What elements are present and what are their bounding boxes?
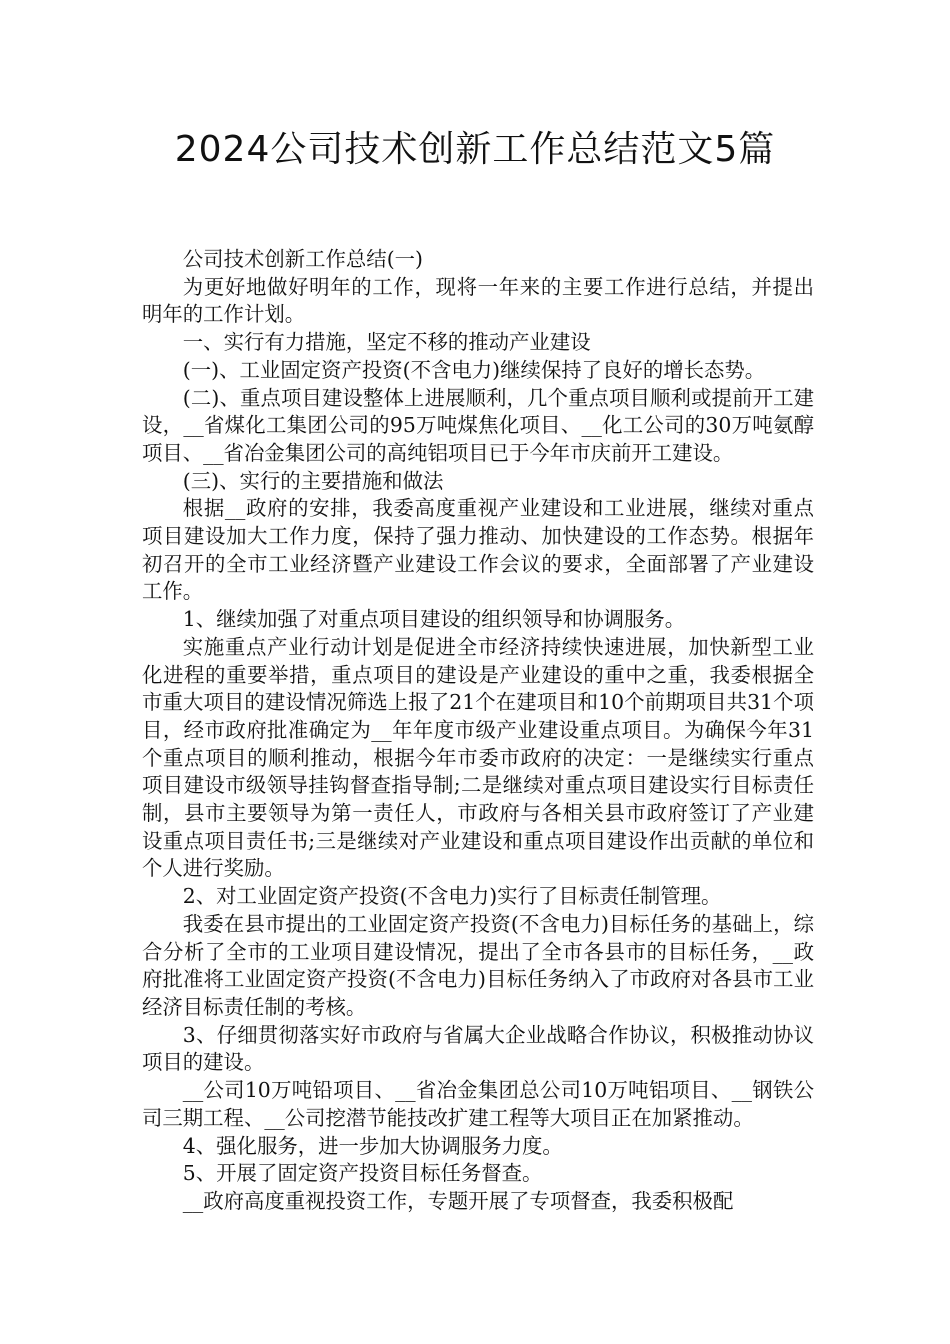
body-paragraph: (一)、工业固定资产投资(不含电力)继续保持了良好的增长态势。 bbox=[182, 357, 766, 382]
list-item: 4、强化服务，进一步加大协调服务力度。 bbox=[182, 1133, 563, 1158]
section-heading: 公司技术创新工作总结(一) bbox=[182, 247, 424, 271]
body-paragraph: (二)、重点项目建设整体上进展顺利，几个重点项目顺利或提前开工建设，__省煤化工集团公司的95万吨煤焦化项目、__化工公司的30万吨氨醇项目、__省冶金集团公司的高纯铝项目已于今年市庆前开工建设。 bbox=[142, 385, 814, 465]
section-heading: (三)、实行的主要措施和做法 bbox=[182, 468, 444, 493]
body-paragraph: __政府高度重视投资工作，专题开展了专项督查，我委积极配 bbox=[182, 1188, 734, 1213]
list-item: 5、开展了固定资产投资目标任务督查。 bbox=[182, 1161, 543, 1186]
body-paragraph: 为更好地做好明年的工作，现将一年来的主要工作进行总结，并提出明年的工作计划。 bbox=[142, 274, 814, 327]
body-paragraph: 根据__政府的安排，我委高度重视产业建设和工业进展，继续对重点项目建设加大工作力度，保持了强力推动、加快建设的工作态势。根据年初召开的全市工业经济暨产业建设工作会议的要求，全面部署了产业建设工作。 bbox=[142, 496, 814, 604]
list-item: 1、继续加强了对重点项目建设的组织领导和协调服务。 bbox=[182, 607, 686, 632]
document-title: 2024公司技术创新工作总结范文5篇 bbox=[174, 129, 776, 170]
body-paragraph: __公司10万吨铅项目、__省冶金集团总公司10万吨铝项目、__钢铁公司三期工程、__公司挖潜节能技改扩建工程等大项目正在加紧推动。 bbox=[142, 1078, 814, 1130]
list-item: 2、对工业固定资产投资(不含电力)实行了目标责任制管理。 bbox=[182, 884, 722, 909]
document-body bbox=[142, 246, 814, 1216]
list-item: 3、仔细贯彻落实好市政府与省属大企业战略合作协议，积极推动协议项目的建设。 bbox=[142, 1022, 814, 1075]
section-heading: 一、实行有力措施，坚定不移的推动产业建设 bbox=[182, 330, 591, 355]
body-paragraph: 我委在县市提出的工业固定资产投资(不含电力)目标任务的基础上，综合分析了全市的工业项目建设情况，提出了全市各县市的目标任务，__政府批准将工业固定资产投资(不含电力)目标任务纳入了市政府对各县市工业经济目标责任制的考核。 bbox=[142, 911, 814, 1019]
body-paragraph: 实施重点产业行动计划是促进全市经济持续快速进展，加快新型工业化进程的重要举措，重点项目的建设是产业建设的重中之重，我委根据全市重大项目的建设情况筛选上报了21个在建项目和10个前期项目共31个项目，经市政府批准确定为__年年度市级产业建设重点项目。为确保今年31个重点项目的顺利推动，根据今年市委市政府的决定：一是继续实行重点项目建设市级领导挂钩督查指导制;二是继续对重点项目建设实行目标责任制，县市主要领导为第一责任人，市政府与各相关县市政府签订了产业建设重点项目责任书;三是继续对产业建设和重点项目建设作出贡献的单位和个人进行奖励。 bbox=[142, 634, 814, 881]
